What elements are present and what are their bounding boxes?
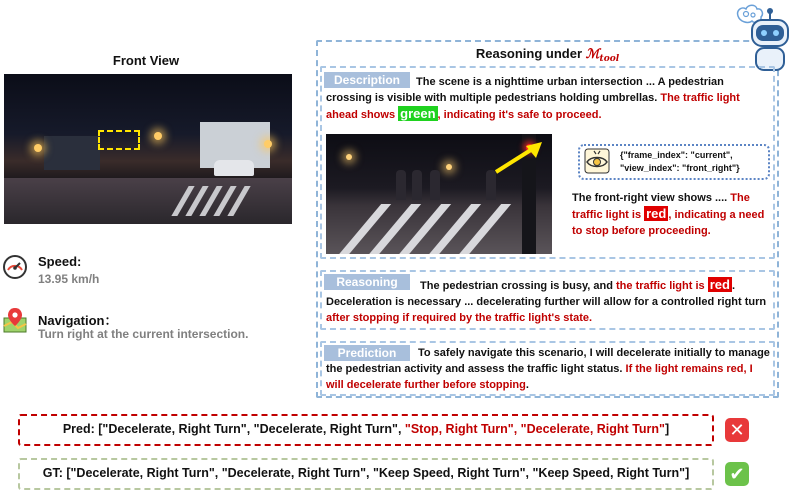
speed-label: Speed: bbox=[38, 254, 82, 269]
navigation-value: Turn right at the current intersection. bbox=[38, 327, 249, 341]
description-text: The scene is a nighttime urban intersection ... A pedestrian crossing is visible with multiple pedestrians holding umbrellas. The traffic light ahead shows green , indicating it's safe to proceed. bbox=[326, 76, 740, 121]
tool-call-text: {"frame_index": "current", "view_index": "front_right"} bbox=[620, 150, 740, 173]
arrow-icon bbox=[490, 138, 550, 178]
speedometer-icon bbox=[2, 254, 28, 280]
front-view-title: Front View bbox=[112, 53, 180, 68]
reasoning-panel-title: Reasoning under ℳ$_{tool}$ bbox=[475, 46, 620, 64]
prediction-result-text: Pred: ["Decelerate, Right Turn", "Decelerate, Right Turn", "Stop, Right Turn", "Decelerate, Right Turn"] bbox=[62, 422, 670, 436]
navigation-label: Navigation： bbox=[38, 313, 118, 328]
traffic-light-highlight-box bbox=[98, 130, 140, 150]
speed-value: 13.95 km/h bbox=[38, 272, 100, 286]
map-pin-icon bbox=[2, 306, 28, 334]
red-highlight: red bbox=[646, 206, 667, 221]
reasoning-tag: Reasoning bbox=[324, 274, 410, 290]
front-right-view-text: The front-right view shows .... The traffic light is red , indicating a need to stop before proceeding. bbox=[572, 192, 765, 237]
cross-icon: ✕ bbox=[725, 418, 749, 442]
red-highlight-2: red bbox=[709, 277, 730, 292]
check-icon: ✔ bbox=[725, 462, 749, 486]
reasoning-text: The pedestrian crossing is busy, and the traffic light is red . Deceleration is necessary ... decelerating further will allow for a controlled right turn after stopping if required by the traffic light's state. bbox=[326, 277, 767, 324]
prediction-text: To safely navigate this scenario, I will decelerate initially to manage the pedestrian activity and assess the traffic light status. If the light remains red, I will decelerate further before stopping. bbox=[326, 347, 770, 391]
eye-tool-icon bbox=[584, 148, 610, 174]
robot-icon bbox=[734, 2, 792, 74]
front-view-image bbox=[4, 74, 292, 224]
green-highlight: green bbox=[400, 106, 436, 121]
ground-truth-text: GT: ["Decelerate, Right Turn", "Decelerate, Right Turn", "Keep Speed, Right Turn", "Keep Speed, Right Turn"] bbox=[42, 466, 690, 480]
prediction-tag: Prediction bbox=[324, 345, 410, 361]
description-tag: Description bbox=[324, 72, 410, 88]
